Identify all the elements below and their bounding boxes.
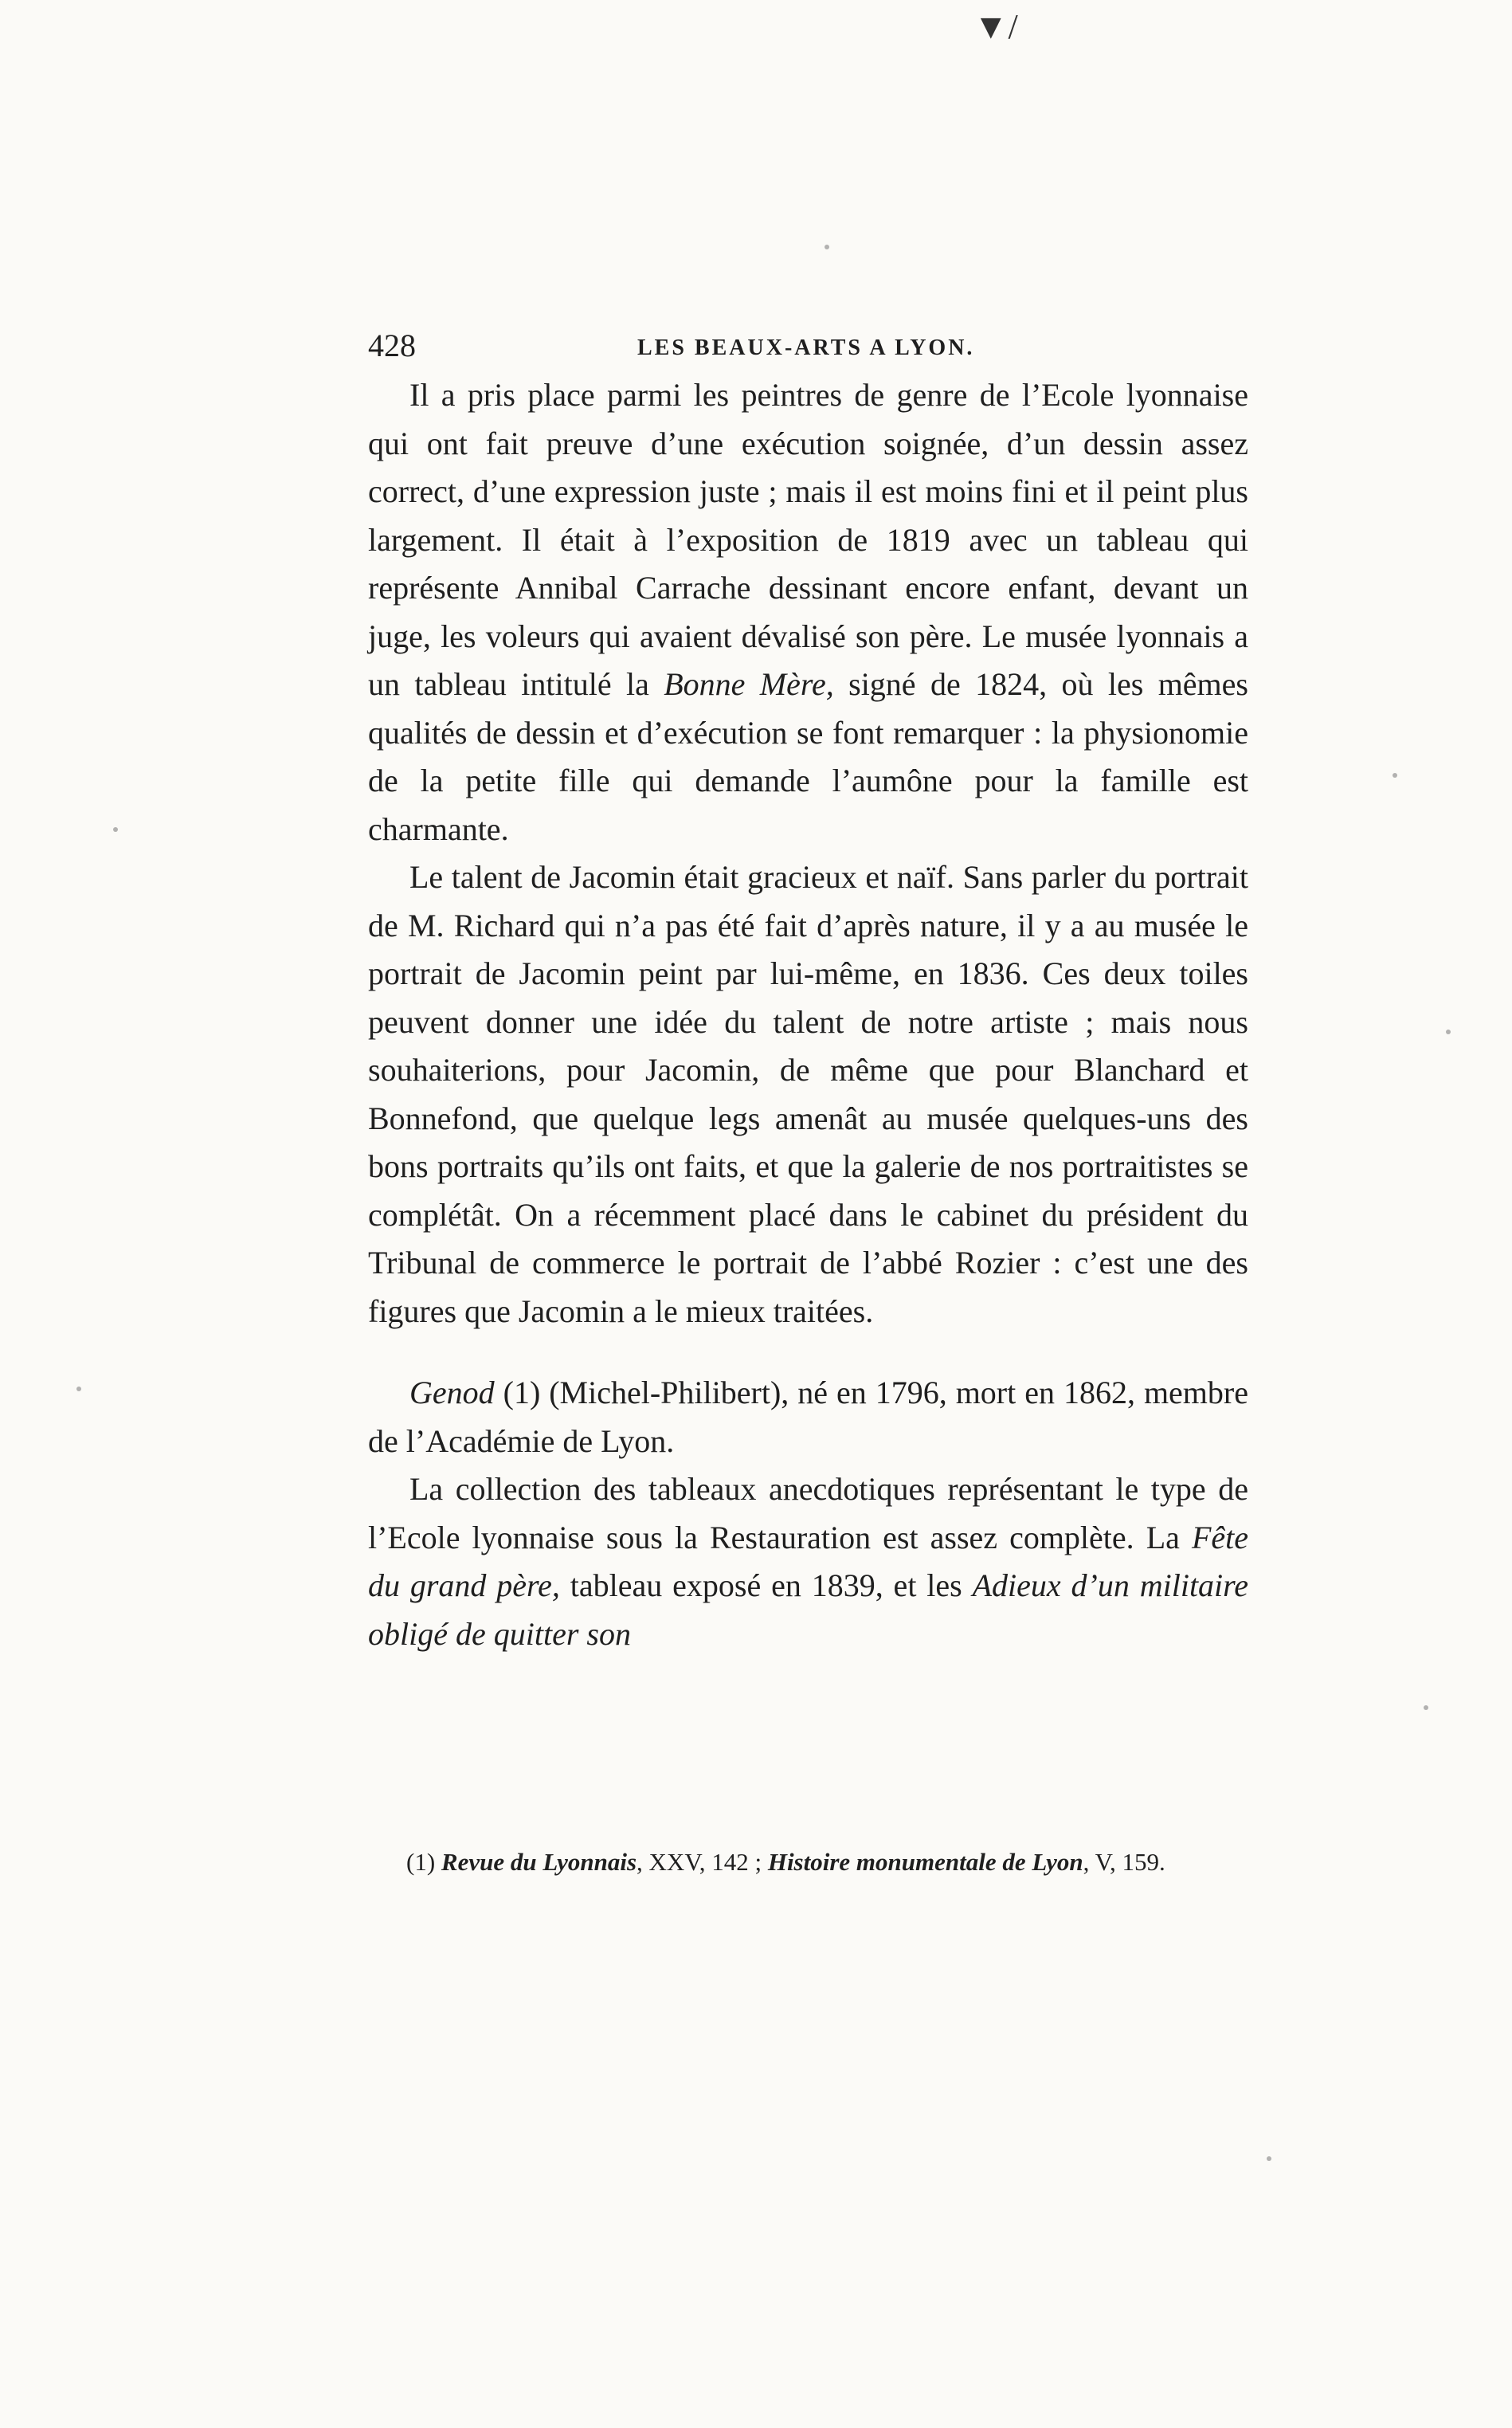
paragraph-jacomin-style-ending: signé de 1824, où les mêmes qualités de dessin et d’exécution se font remarquer : la physionomie de la petite fille qui demande l’aumône pour la famille est charmante. bbox=[368, 666, 1248, 847]
entry-genod-details: (1) (Michel-Philibert), né en 1796, mort en 1862, membre de l’Académie de Lyon. bbox=[368, 1375, 1248, 1459]
footnote-1 bbox=[381, 1842, 1249, 1882]
running-title: LES BEAUX-ARTS A LYON. bbox=[637, 335, 975, 360]
footnote-middle: , XXV, 142 ; bbox=[637, 1848, 768, 1876]
page-speck bbox=[113, 827, 118, 832]
footnote bbox=[381, 1842, 1249, 1882]
entry-genod bbox=[368, 1369, 1248, 1465]
paragraph-anecdotal-paintings-middle: tableau exposé en 1839, et les bbox=[559, 1567, 973, 1603]
main-text bbox=[368, 371, 1248, 1658]
painting-title-adieux: Adieux d’un militaire obligé de quitter son bbox=[368, 1567, 1249, 1652]
page-speck bbox=[825, 245, 829, 249]
footnote-end: , V, 159. bbox=[1083, 1848, 1165, 1876]
painting-title-fete-du-grand-pere: Fête du grand père, bbox=[368, 1519, 1248, 1603]
section-gap bbox=[368, 1336, 1248, 1369]
page-speck bbox=[1446, 1030, 1451, 1034]
top-scan-mark: ▼/ bbox=[973, 7, 1018, 46]
footnote-histoire-title: Histoire monumentale de Lyon bbox=[767, 1848, 1083, 1876]
paragraph-jacomin-style-text: Il a pris place parmi les peintres de genre de l’Ecole lyonnaise qui ont fait preuve d’une exécution soignée, d’un dessin assez correct, d’une expression juste ; mais il est moins fini et il peint plus largement. Il était à l’exposition de 1819 avec un tableau qui représente Annibal Carrache dessinant encore enfant, devant un juge, les voleurs qui avaient dévalisé son père. Le musée lyonnais a un tableau intitulé la bbox=[368, 377, 1248, 702]
paragraph-jacomin-talent: Le talent de Jacomin était gracieux et naïf. Sans parler du portrait de M. Richard qui n’a pas été fait d’après nature, il y a au musée le portrait de Jacomin peint par lui-même, en 1836. Ces deux toiles peuvent donner une idée du talent de notre artiste ; mais nous souhaiterions, pour Jacomin, de même que pour Blanchard et Bonnefond, que quelque legs amenât au musée quelques-uns des bons portraits qu’ils ont faits, et que la galerie de nos portraitistes se complétât. On a récemment placé dans le cabinet du président du Tribunal de commerce le portrait de l’abbé Rozier : c’est une des figures que Jacomin a le mieux traitées. bbox=[368, 859, 1248, 1329]
paragraph-jacomin-style bbox=[368, 371, 1248, 853]
paragraph-anecdotal-paintings bbox=[368, 1465, 1248, 1658]
footnote-marker: (1) bbox=[406, 1848, 441, 1876]
page-number: 428 bbox=[368, 328, 416, 363]
page-header bbox=[368, 327, 1248, 375]
page-speck bbox=[1424, 1705, 1428, 1710]
footnote-revue-title: Revue du Lyonnais bbox=[441, 1848, 637, 1876]
page-speck bbox=[1267, 2156, 1271, 2161]
page-speck bbox=[1393, 773, 1397, 778]
artist-name-genod: Genod bbox=[409, 1375, 495, 1410]
painting-title-bonne-mere: Bonne Mère, bbox=[664, 666, 834, 702]
page-speck bbox=[76, 1387, 81, 1391]
paragraph-anecdotal-paintings-start: La collection des tableaux anecdotiques représentant le type de l’Ecole lyonnaise sous la Restauration est assez complète. La bbox=[368, 1471, 1248, 1555]
